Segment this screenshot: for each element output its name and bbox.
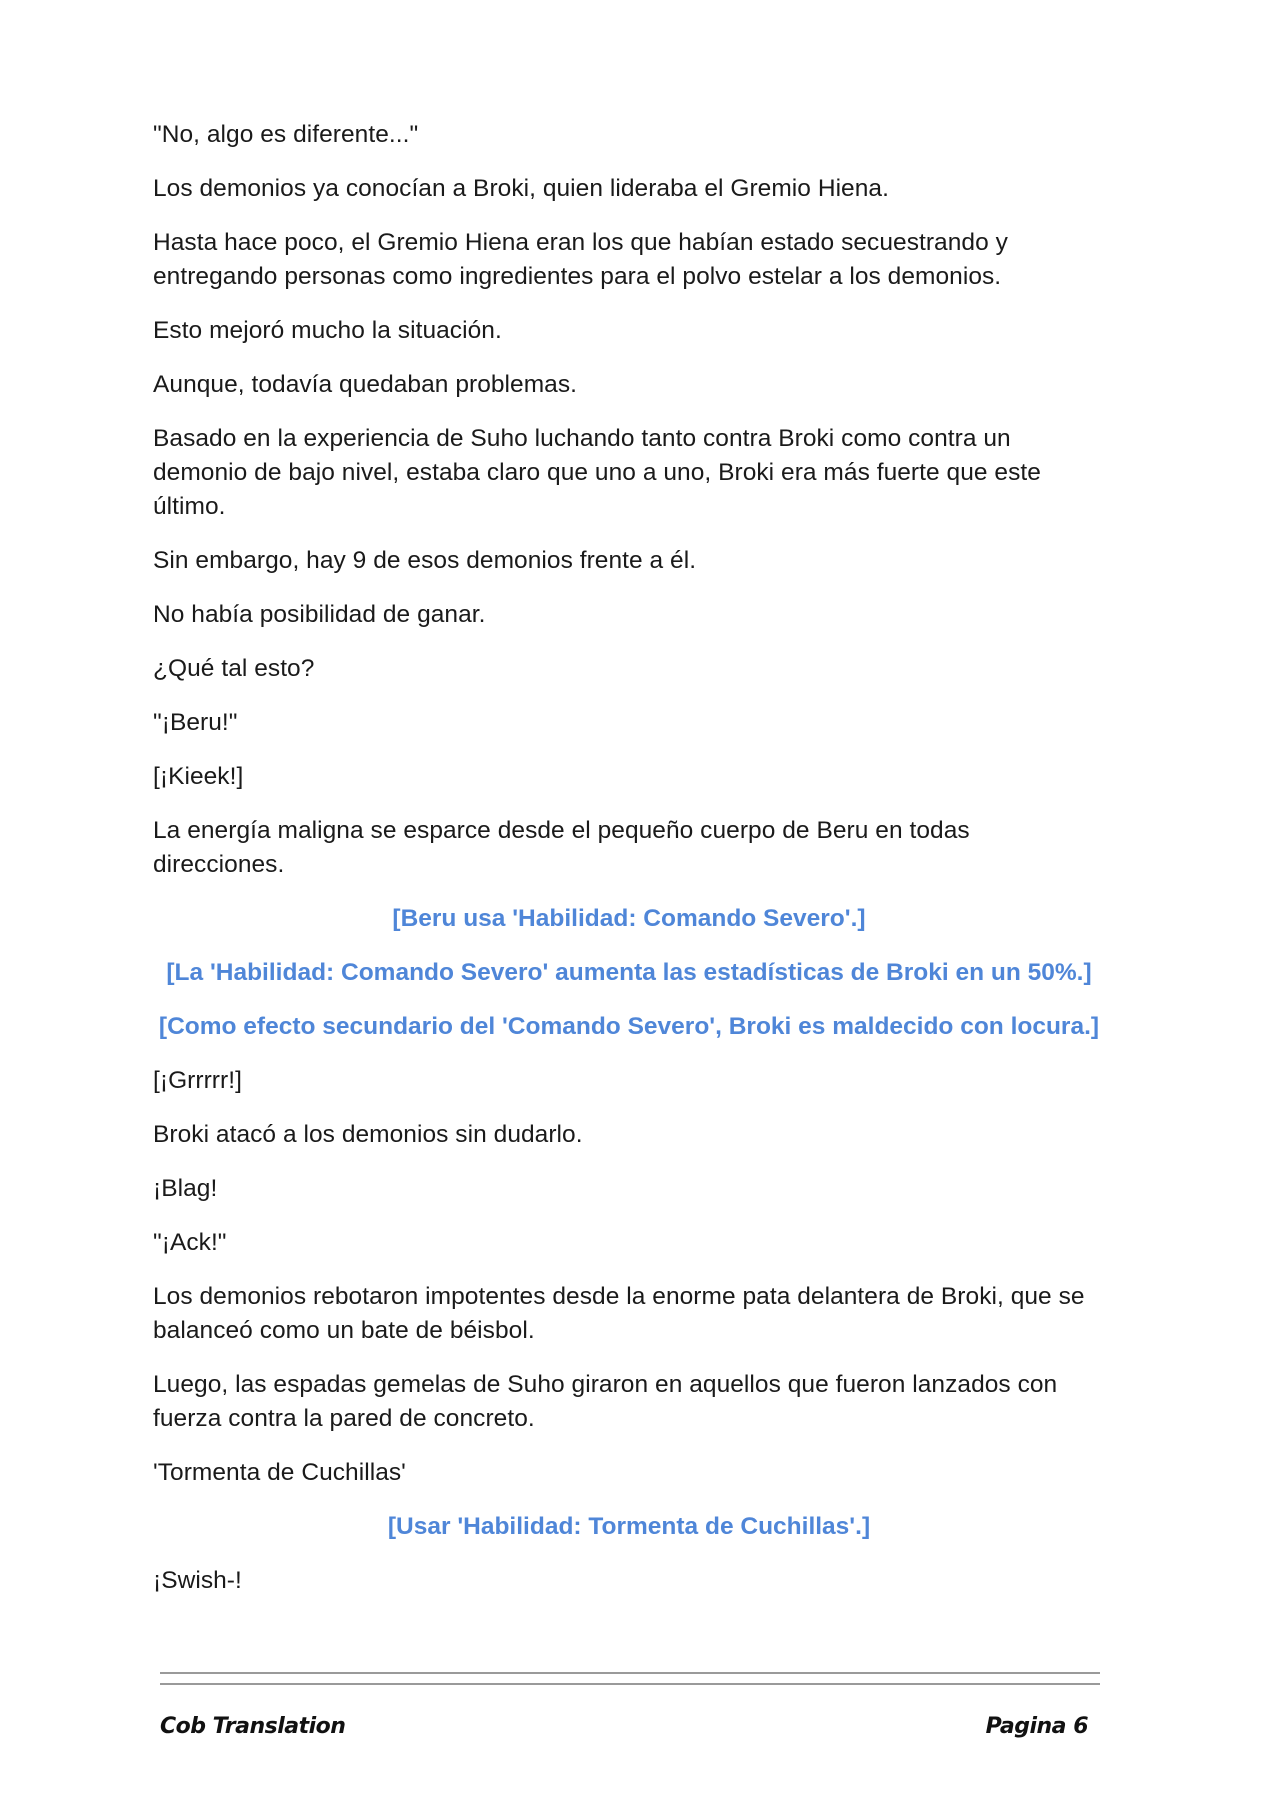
paragraph: Basado en la experiencia de Suho luchando tanto contra Broki como contra un demonio de bajo nivel, estaba claro que uno a uno, Broki era más fuerte que este último. bbox=[153, 425, 1041, 520]
paragraph: Esto mejoró mucho la situación. bbox=[153, 317, 502, 344]
paragraph: Luego, las espadas gemelas de Suho giraron en aquellos que fueron lanzados con fuerza contra la pared de concreto. bbox=[153, 1371, 1058, 1432]
paragraph: [¡Kieek!] bbox=[153, 763, 244, 790]
footer-divider bbox=[160, 1672, 1100, 1686]
footer-page-number: Pagina 6 bbox=[985, 1714, 1088, 1739]
system-message: [Usar 'Habilidad: Tormenta de Cuchillas'.] bbox=[387, 1513, 871, 1540]
system-message: [La 'Habilidad: Comando Severo' aumenta las estadísticas de Broki en un 50%.] bbox=[166, 959, 1092, 986]
document-body bbox=[153, 118, 1105, 1618]
paragraph: Broki atacó a los demonios sin dudarlo. bbox=[153, 1121, 583, 1148]
footer-rule-top bbox=[160, 1672, 1100, 1674]
paragraph: 'Tormenta de Cuchillas' bbox=[153, 1459, 406, 1486]
paragraph: "¡Ack!" bbox=[153, 1229, 227, 1256]
paragraph: No había posibilidad de ganar. bbox=[153, 601, 486, 628]
footer-publisher: Cob Translation bbox=[160, 1714, 346, 1739]
paragraph: Los demonios ya conocían a Broki, quien lideraba el Gremio Hiena. bbox=[153, 175, 889, 202]
paragraph: [¡Grrrrr!] bbox=[153, 1067, 242, 1094]
system-message: [Beru usa 'Habilidad: Comando Severo'.] bbox=[392, 905, 866, 932]
paragraph: ¡Swish-! bbox=[153, 1567, 242, 1594]
paragraph: "No, algo es diferente..." bbox=[153, 121, 419, 148]
paragraph: Sin embargo, hay 9 de esos demonios frente a él. bbox=[153, 547, 697, 574]
paragraph: Los demonios rebotaron impotentes desde la enorme pata delantera de Broki, que se balanceó como un bate de béisbol. bbox=[153, 1283, 1085, 1344]
paragraph: La energía maligna se esparce desde el pequeño cuerpo de Beru en todas direcciones. bbox=[153, 817, 970, 878]
system-message: [Como efecto secundario del 'Comando Severo', Broki es maldecido con locura.] bbox=[158, 1013, 1100, 1040]
footer-rule-bottom bbox=[160, 1683, 1100, 1685]
paragraph: "¡Beru!" bbox=[153, 709, 238, 736]
paragraph: ¿Qué tal esto? bbox=[153, 655, 315, 682]
paragraph: Hasta hace poco, el Gremio Hiena eran los que habían estado secuestrando y entregando personas como ingredientes para el polvo estelar a los demonios. bbox=[153, 229, 1008, 290]
paragraph: ¡Blag! bbox=[153, 1175, 218, 1202]
paragraph: Aunque, todavía quedaban problemas. bbox=[153, 371, 578, 398]
